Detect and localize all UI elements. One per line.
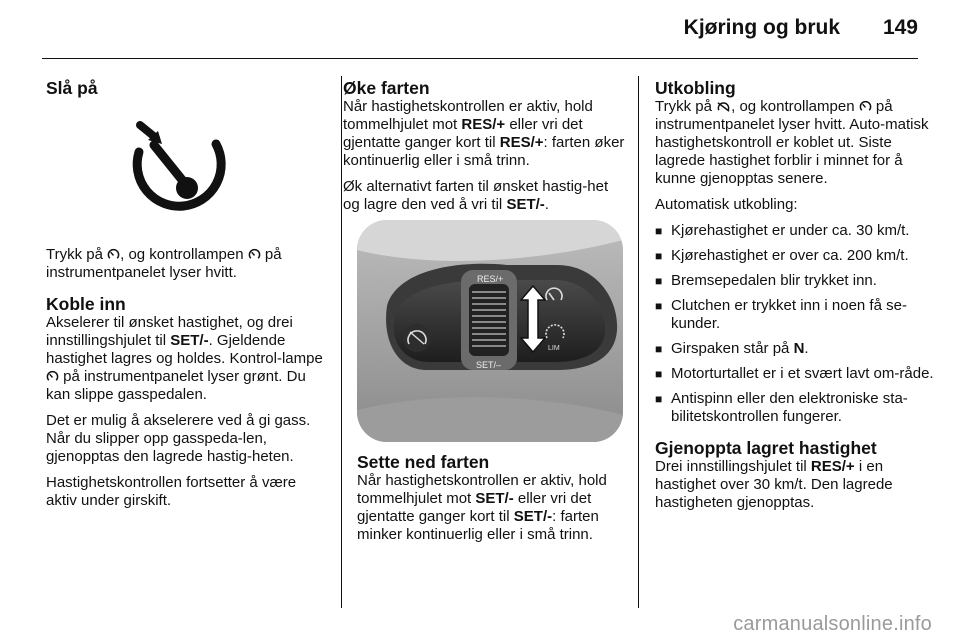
list-item: ■ Motorturtallet er i et svært lavt om-råde. xyxy=(655,365,935,383)
header-title: Kjøring og bruk xyxy=(683,16,840,39)
column-middle xyxy=(343,78,627,222)
cruise-control-indicator-icon xyxy=(46,370,59,383)
page-number: 149 xyxy=(882,16,918,39)
page-header xyxy=(0,0,960,58)
steering-wheel-controls-image xyxy=(357,220,623,442)
column-right xyxy=(655,78,935,520)
cruise-control-icon xyxy=(107,248,120,261)
heading-oke-farten: Øke farten xyxy=(343,78,430,98)
paragraph-automatisk-utkobling: Automatisk utkobling: xyxy=(655,196,798,213)
paragraph-sette-ned-farten: Når hastighetskontrollen er aktiv, hold tommelhjulet mot SET/- eller vri det gjentatte ganger kort til SET/-: farten minker kontinuerlig eller i små trinn. xyxy=(357,472,607,543)
list-item: ■ Clutchen er trykket inn i noen få se-kunder. xyxy=(655,297,935,333)
res-plus-label: RES/+ xyxy=(477,274,504,284)
auto-disengage-list xyxy=(655,222,935,426)
cruise-control-icon xyxy=(46,98,330,226)
list-item: ■ Kjørehastighet er over ca. 200 km/t. xyxy=(655,247,935,265)
heading-sla-pa: Slå på xyxy=(46,78,98,98)
column-divider-2 xyxy=(638,76,639,608)
column-divider-1 xyxy=(341,76,342,608)
header-rule xyxy=(42,58,918,59)
paragraph-oke-farten-2: Øk alternativt farten til ønsket hastig-het og lagre den ved å vri til SET/-. xyxy=(343,178,609,213)
heading-utkobling: Utkobling xyxy=(655,78,736,98)
steering-wheel-controls-photo xyxy=(357,220,623,442)
cruise-control-indicator-icon xyxy=(248,248,261,261)
heading-sette-ned-farten: Sette ned farten xyxy=(357,452,490,472)
list-item: ■ Kjørehastighet er under ca. 30 km/t. xyxy=(655,222,935,240)
watermark: carmanualsonline.info xyxy=(733,613,932,635)
paragraph-koble-inn-1: Akselerer til ønsket hastighet, og drei innstillingshjulet til SET/-. Gjeldende hastighet lagres og holdes. Kontrol-lampe på instrumentpanelet lyser grønt. Du kan slippe gasspedalen. xyxy=(46,314,323,403)
column-left xyxy=(46,78,330,518)
heading-gjenoppta: Gjenoppta lagret hastighet xyxy=(655,438,877,458)
paragraph-koble-inn-2: Det er mulig å akselerere ved å gi gass. Når du slipper opp gasspeda-len, gjenopptas den lagrede hastig-heten. xyxy=(46,412,311,465)
column-middle-lower xyxy=(357,452,635,552)
cruise-control-figure xyxy=(46,98,330,226)
list-item: ■ Girspaken står på N. xyxy=(655,340,935,358)
paragraph-koble-inn-3: Hastighetskontrollen fortsetter å være aktiv under girskift. xyxy=(46,474,297,509)
lim-label: LIM xyxy=(548,345,560,352)
cruise-control-off-icon xyxy=(716,100,731,113)
set-minus-label: SET/– xyxy=(476,360,502,370)
cruise-control-indicator-icon xyxy=(859,100,872,113)
paragraph-sla-pa: Trykk på , og kontrollampen på instrumentpanelet lyser hvitt. xyxy=(46,246,282,281)
heading-koble-inn: Koble inn xyxy=(46,294,126,314)
paragraph-gjenoppta: Drei innstillingshjulet til RES/+ i en hastighet over 30 km/t. Den lagrede hastigheten gjenopptas. xyxy=(655,458,893,511)
paragraph-oke-farten-1: Når hastighetskontrollen er aktiv, hold tommelhjulet mot RES/+ eller vri det gjentatte ganger kort til RES/+: farten øker kontinuerlig eller i små trinn. xyxy=(343,98,625,169)
list-item: ■ Bremsepedalen blir trykket inn. xyxy=(655,272,935,290)
paragraph-utkobling-1: Trykk på , og kontrollampen på instrumentpanelet lyser hvitt. Auto-matisk hastighetskontroll er koblet ut. Siste lagrede hastighet forblir i minnet for å kunne gjenopptas senere. xyxy=(655,98,929,187)
list-item: ■ Antispinn eller den elektroniske sta-bilitetskontrollen fungerer. xyxy=(655,390,935,426)
